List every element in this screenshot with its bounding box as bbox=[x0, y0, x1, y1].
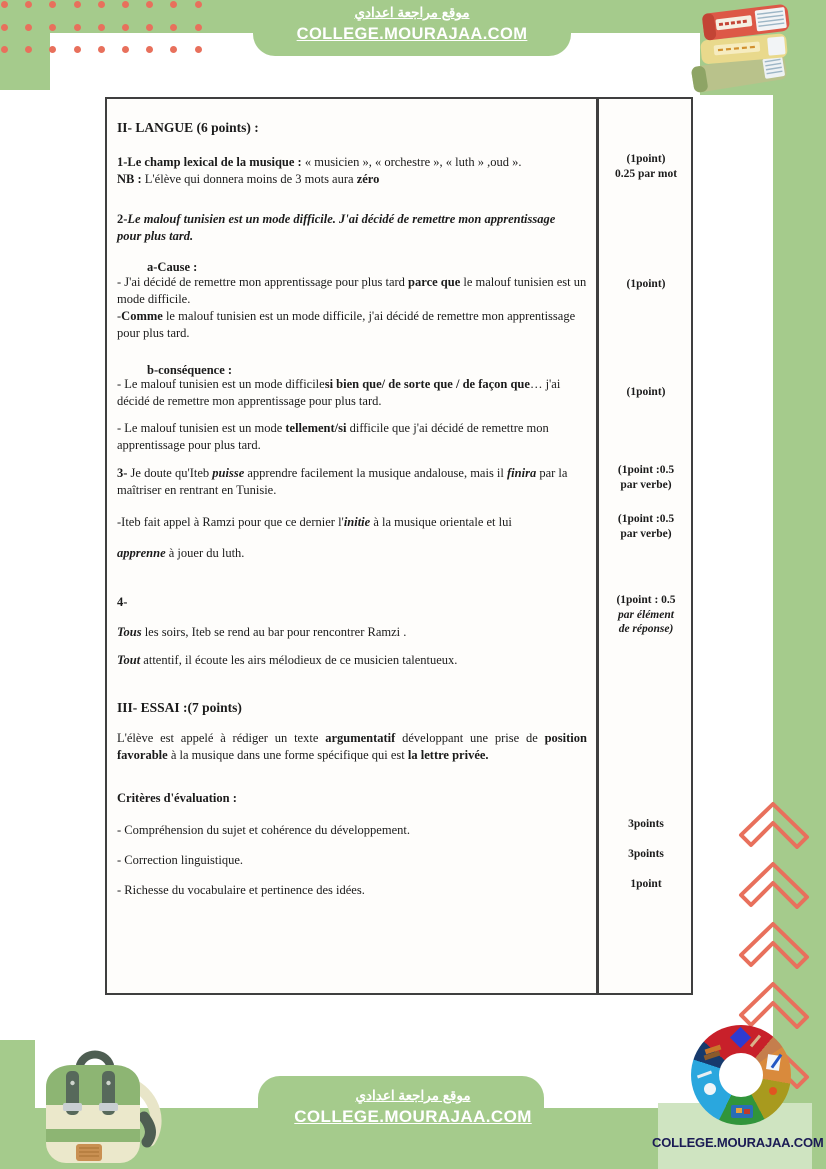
books-stack-icon bbox=[688, 2, 794, 97]
doc-paragraph: 1-Le champ lexical de la musique : « musicien », « orchestre », « luth » ,oud ». bbox=[117, 155, 522, 169]
pencil-icon bbox=[750, 1035, 761, 1048]
map-region2-icon bbox=[744, 1109, 750, 1114]
doc-paragraph: a-Cause : bbox=[147, 260, 198, 274]
points-label: (1point) bbox=[626, 386, 666, 398]
donut-hole bbox=[719, 1053, 763, 1097]
dot bbox=[122, 46, 129, 53]
points-label: 3points bbox=[628, 818, 664, 830]
doc-paragraph: -Iteb fait appel à Ramzi pour que ce dernier l'initie à la musique orientale et lui bbox=[117, 515, 512, 529]
dot bbox=[195, 24, 202, 31]
points-label: (1point) 0.25 par mot bbox=[614, 153, 678, 180]
header-site-title-arabic[interactable]: موقع مراجعة اعدادي bbox=[354, 5, 470, 20]
doc-paragraph: 2-Le malouf tunisien est un mode difficile. J'ai décidé de remettre mon apprentissage pour plus tard. bbox=[117, 212, 556, 243]
footer-site-url-link[interactable]: COLLEGE.MOURAJAA.COM bbox=[294, 1107, 532, 1126]
header bbox=[253, 0, 571, 56]
chevron-up-icon bbox=[733, 911, 815, 969]
logo-caption: COLLEGE.MOURAJAA.COM bbox=[652, 1135, 824, 1150]
map-region-icon bbox=[736, 1108, 742, 1113]
doc-paragraph: III- ESSAI :(7 points) bbox=[117, 700, 242, 715]
dot bbox=[74, 46, 81, 53]
points-label: (1point :0.5 par verbe) bbox=[617, 513, 675, 540]
header-site-url-link[interactable]: COLLEGE.MOURAJAA.COM bbox=[296, 25, 528, 43]
doc-paragraph: b-conséquence : bbox=[147, 363, 233, 377]
dot bbox=[195, 1, 202, 8]
dot bbox=[98, 1, 105, 8]
doc-paragraph: apprenne à jouer du luth. bbox=[117, 546, 245, 560]
ruler-icon bbox=[697, 1071, 712, 1079]
dot bbox=[122, 24, 129, 31]
points-label: (1point) bbox=[626, 278, 666, 290]
doc-paragraph: NB : L'élève qui donnera moins de 3 mots aura zéro bbox=[117, 172, 380, 186]
dot bbox=[74, 24, 81, 31]
footer bbox=[183, 1086, 643, 1128]
dot bbox=[74, 1, 81, 8]
flask-icon bbox=[704, 1083, 716, 1095]
doc-paragraph: - J'ai décidé de remettre mon apprentissage pour plus tard parce que le malouf tunisien est un mode difficile. bbox=[117, 275, 587, 306]
dot bbox=[146, 24, 153, 31]
doc-paragraph: - Correction linguistique. bbox=[117, 853, 244, 867]
doc-paragraph: Tout attentif, il écoute les airs mélodieux de ce musicien talentueux. bbox=[117, 653, 458, 667]
dot bbox=[170, 46, 177, 53]
doc-paragraph: - Compréhension du sujet et cohérence du développement. bbox=[117, 823, 410, 837]
doc-paragraph: II- LANGUE (6 points) : bbox=[117, 120, 259, 135]
dot bbox=[146, 46, 153, 53]
dot bbox=[98, 46, 105, 53]
chevron-up-icon bbox=[733, 791, 815, 849]
dot bbox=[122, 1, 129, 8]
backpack-icon bbox=[30, 1045, 175, 1169]
doc-paragraph: 4- bbox=[117, 595, 128, 609]
doc-paragraph: - Le malouf tunisien est un mode difficilesi bien que/ de sorte que / de façon que… j'ai décidé de remettre mon apprentissage pour plus tard. bbox=[117, 377, 561, 408]
doc-paragraph: - Richesse du vocabulaire et pertinence des idées. bbox=[117, 883, 365, 897]
exam-correction-document bbox=[105, 97, 693, 995]
footer-site-title-arabic[interactable]: موقع مراجعة اعدادي bbox=[355, 1088, 471, 1103]
points-label: (1point :0.5 par verbe) bbox=[617, 464, 675, 491]
doc-paragraph: L'élève est appelé à rédiger un texte argumentatif développant une prise de position favorable à la musique dans une forme spécifique qui est la lettre privée. bbox=[117, 731, 587, 762]
subjects-donut-logo[interactable] bbox=[691, 1025, 791, 1125]
points-label: (1point : 0.5 par élément de réponse) bbox=[616, 594, 676, 635]
points-label: 1point bbox=[630, 878, 662, 890]
dot bbox=[1, 46, 8, 53]
dot bbox=[1, 1, 8, 8]
table-column-divider bbox=[596, 99, 599, 993]
dot bbox=[49, 24, 56, 31]
points-label: 3points bbox=[628, 848, 664, 860]
dot bbox=[195, 46, 202, 53]
chevron-up-icon bbox=[733, 971, 815, 1029]
atom-icon bbox=[769, 1087, 777, 1095]
doc-paragraph: Critères d'évaluation : bbox=[117, 791, 237, 805]
graduation-cap-icon bbox=[730, 1027, 751, 1048]
doc-paragraph: - Le malouf tunisien est un mode tellement/si difficile que j'ai décidé de remettre mon apprentissage pour plus tard. bbox=[117, 421, 549, 452]
top-left-strip bbox=[0, 0, 50, 90]
chevron-up-icon bbox=[733, 851, 815, 909]
dot bbox=[170, 24, 177, 31]
dot bbox=[98, 24, 105, 31]
dot bbox=[25, 24, 32, 31]
doc-paragraph: Tous les soirs, Iteb se rend au bar pour rencontrer Ramzi . bbox=[117, 625, 407, 639]
dot bbox=[49, 46, 56, 53]
dot bbox=[1, 24, 8, 31]
doc-paragraph: -Comme le malouf tunisien est un mode difficile, j'ai décidé de remettre mon apprentissage pour plus tard. bbox=[117, 309, 576, 340]
doc-paragraph: 3- Je doute qu'Iteb puisse apprendre facilement la musique andalouse, mais il finira par la maîtriser en rentrant en Tunisie. bbox=[117, 466, 568, 497]
